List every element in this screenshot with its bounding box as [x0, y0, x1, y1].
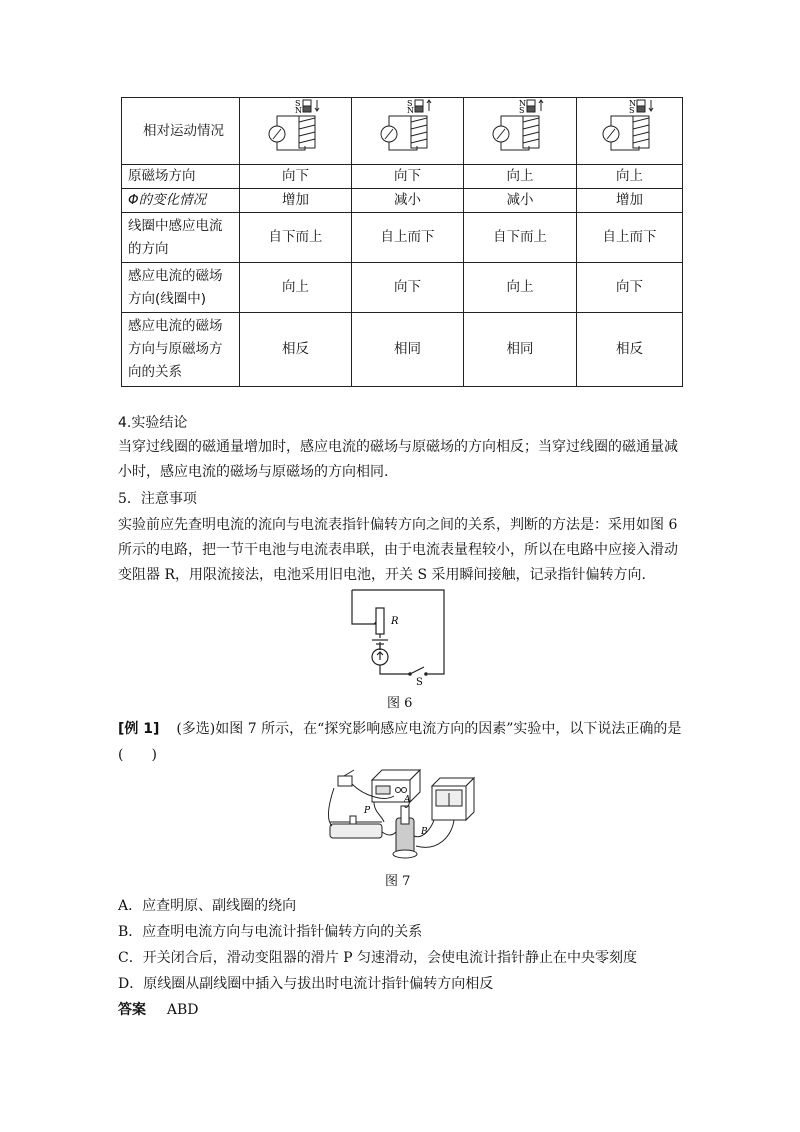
- table-cell: 向上: [464, 165, 577, 189]
- switch-label: S: [416, 677, 423, 686]
- table-cell: 向下: [352, 263, 464, 313]
- option-d: D．原线圈从副线圈中插入与拔出时电流计指针偏转方向相反: [118, 976, 494, 992]
- experiment-table: [121, 97, 683, 387]
- ammeter-icon: [377, 652, 383, 660]
- row-header-motion: 相对运动情况: [122, 98, 240, 165]
- row-header-relation: 感应电流的磁场 方向与原磁场方 向的关系: [122, 313, 240, 387]
- pole-label: N: [294, 106, 302, 115]
- paragraph-line: 变阻器 R，用限流接法，电池采用旧电池，开关 S 采用瞬间接触，记录指针偏转方向.: [118, 567, 646, 583]
- table-cell: 向上: [240, 263, 352, 313]
- pole-label: N: [406, 106, 414, 115]
- pole-label: S: [519, 106, 525, 115]
- magnet-coil-diagram: [240, 98, 352, 165]
- table-cell: 增加: [577, 189, 683, 213]
- table-cell: 减小: [464, 189, 577, 213]
- label-p: P: [364, 806, 371, 816]
- label-b: B: [421, 827, 428, 837]
- figure-caption: 图 6: [387, 696, 413, 711]
- coil-icon: [299, 116, 315, 148]
- answer-line: [118, 1000, 199, 1020]
- magnet-coil-diagram: [352, 98, 464, 165]
- magnet-icon: [303, 100, 311, 106]
- section-heading: 4.实验结论: [118, 415, 188, 431]
- table-cell: 相同: [464, 313, 577, 387]
- pole-label: S: [406, 99, 412, 108]
- option-a: A．应查明原、副线圈的绕向: [118, 898, 297, 914]
- magnet-coil-diagram: [577, 98, 683, 165]
- table-cell: 向下: [240, 165, 352, 189]
- answer-value: ABD: [166, 1002, 199, 1018]
- table-row: [122, 189, 683, 213]
- row-header-current: 线圈中感应电流 的方向: [122, 213, 240, 263]
- pole-label: S: [628, 106, 634, 115]
- table-cell: 相同: [352, 313, 464, 387]
- answer-parentheses: ( ): [118, 747, 157, 763]
- example-stem: [118, 719, 681, 739]
- motion-arrow-icon: [539, 100, 543, 111]
- table-cell: 向上: [577, 165, 683, 189]
- resistor-label: R: [391, 616, 399, 627]
- magnet-icon: [637, 100, 645, 106]
- figure-caption: 图 7: [385, 874, 411, 889]
- table-row: [122, 213, 683, 263]
- table-row: [122, 98, 683, 165]
- table-cell: 相反: [577, 313, 683, 387]
- table-cell: 相反: [240, 313, 352, 387]
- row-header-field: 原磁场方向: [122, 165, 240, 189]
- magnet-icon: [527, 100, 535, 106]
- coil-icon: [633, 116, 649, 148]
- pole-label: N: [628, 99, 636, 108]
- coil-icon: [523, 116, 539, 148]
- table-cell: 自下而上: [464, 213, 577, 263]
- table-row: [122, 165, 683, 189]
- row-header-induced-field: 感应电流的磁场 方向(线圈中): [122, 263, 240, 313]
- example-question: 如图 7 所示，在“探究影响感应电流方向的因素”实验中，以下说法正确的是: [215, 721, 682, 737]
- option-c: C．开关闭合后，滑动变阻器的滑片 P 匀速滑动，会使电流计指针静止在中央零刻度: [118, 950, 638, 966]
- row-header-flux: Φ的变化情况: [122, 189, 240, 213]
- example-tag: [例 1]: [118, 721, 160, 737]
- resistor-icon: [376, 608, 384, 634]
- table-cell: 增加: [240, 189, 352, 213]
- figure-6-circuit: [340, 586, 450, 686]
- table-cell: 自上而下: [352, 213, 464, 263]
- table-cell: 向下: [352, 165, 464, 189]
- motion-arrow-icon: [427, 100, 431, 111]
- pole-label: S: [294, 99, 300, 108]
- figure-7-apparatus: [324, 766, 484, 866]
- motion-arrow-icon: [315, 100, 319, 111]
- section-heading: 5．注意事项: [118, 491, 197, 507]
- option-b: B．应查明电流方向与电流计指针偏转方向的关系: [118, 924, 423, 940]
- table-cell: 自上而下: [577, 213, 683, 263]
- label-a: A: [404, 795, 411, 805]
- motion-arrow-icon: [649, 100, 653, 111]
- magnet-coil-diagram: [464, 98, 577, 165]
- table-cell: 减小: [352, 189, 464, 213]
- table-cell: 向上: [464, 263, 577, 313]
- paragraph-line: 小时，感应电流的磁场与原磁场的方向相同.: [118, 464, 389, 480]
- coil-icon: [411, 116, 427, 148]
- multi-select-tag: (多选): [176, 721, 216, 737]
- pole-label: N: [519, 99, 526, 108]
- paragraph-line: 实验前应先查明电流的流向与电流表指针偏转方向之间的关系，判断的方法是：采用如图 6: [118, 517, 678, 533]
- table-row: [122, 313, 683, 387]
- answer-label: 答案: [118, 1002, 146, 1018]
- table-cell: 向下: [577, 263, 683, 313]
- table-row: [122, 263, 683, 313]
- paragraph-line: 所示的电路，把一节干电池与电流表串联，由于电流表量程较小，所以在电路中应接入滑动: [118, 542, 678, 558]
- paragraph-line: 当穿过线圈的磁通量增加时，感应电流的磁场与原磁场的方向相反；当穿过线圈的磁通量减: [118, 439, 678, 455]
- magnet-icon: [415, 100, 423, 106]
- table-cell: 自下而上: [240, 213, 352, 263]
